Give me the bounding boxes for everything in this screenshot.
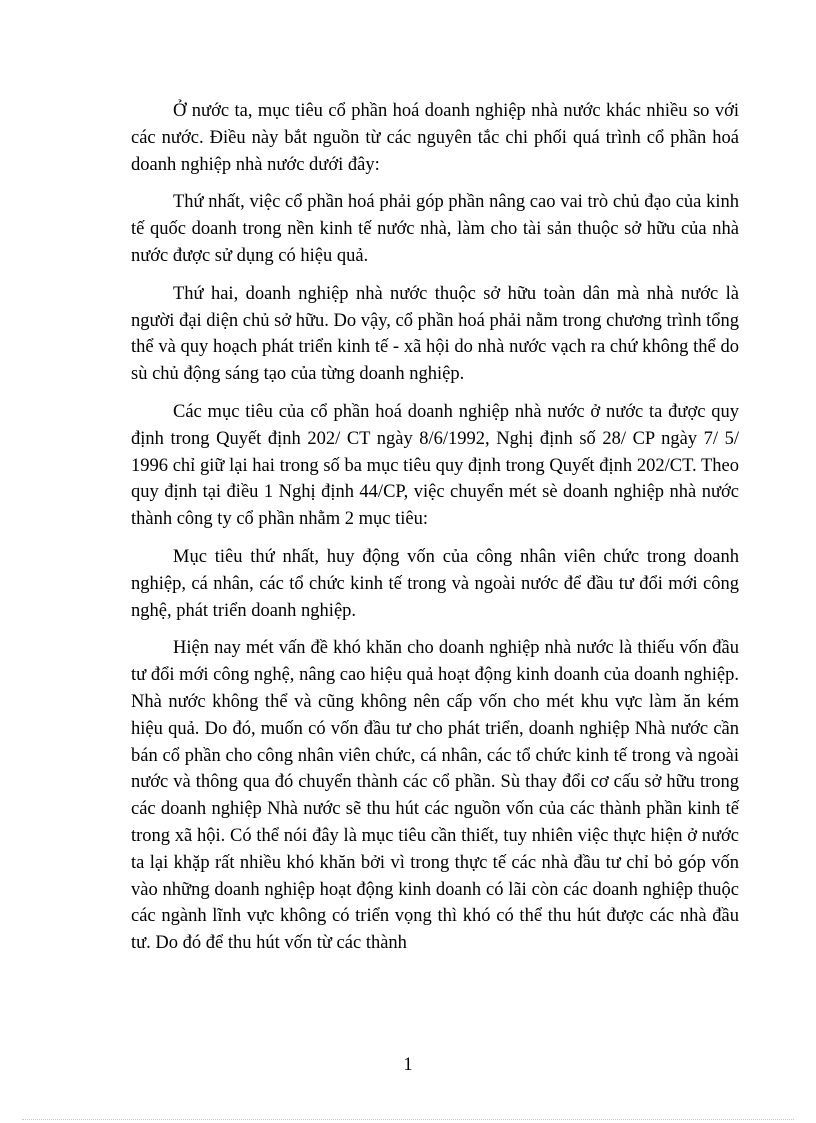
paragraph-4: Các mục tiêu của cổ phần hoá doanh nghiệp nhà nước ở nước ta được quy định trong Quyết định 202/ CT ngày 8/6/1992, Nghị định số 28/ CP ngày 7/ 5/ 1996 chỉ giữ lại hai trong số ba mục tiêu quy định trong Quyết định 202/CT. Theo quy định tại điều 1 Nghị định 44/CP, việc chuyển mét sè doanh nghiệp nhà nước thành công ty cổ phần nhằm 2 mục tiêu: — [131, 401, 739, 530]
paragraph-3: Thứ hai, doanh nghiệp nhà nước thuộc sở hữu toàn dân mà nhà nước là người đại diện chủ sở hữu. Do vậy, cổ phần hoá phải nằm trong chương trình tổng thể và quy hoạch phát triển kinh tế - xã hội do nhà nước vạch ra chứ không thể do sù chủ động sáng tạo của từng doanh nghiệp. — [131, 283, 739, 385]
page-number: 1 — [403, 1055, 413, 1075]
paragraph-6: Hiện nay mét vấn đề khó khăn cho doanh nghiệp nhà nước là thiếu vốn đầu tư đổi mới công nghệ, nâng cao hiệu quả hoạt động kinh doanh của doanh nghiệp. Nhà nước không thể và cũng không nên cấp vốn cho mét khu vực làm ăn kém hiệu quả. Do đó, muốn có vốn đầu tư cho phát triển, doanh nghiệp Nhà nước cần bán cổ phần cho công nhân viên chức, cá nhân, các tổ chức kinh tế trong và ngoài nước và thông qua đó chuyển thành các cổ phần. Sù thay đổi cơ cấu sở hữu trong các doanh nghiệp Nhà nước sẽ thu hút các nguồn vốn của các thành phần kinh tế trong xã hội. Có thể nói đây là mục tiêu cần thiết, tuy nhiên việc thực hiện ở nước ta lại khặp rất nhiều khó khăn bởi vì trong thực tế các nhà đầu tư chỉ bỏ góp vốn vào những doanh nghiệp hoạt động kinh doanh có lãi còn các doanh nghiệp thuộc các ngành lĩnh vực không có triển vọng thì khó có thể thu hút được các nhà đầu tư. Do đó để thu hút vốn từ các thành — [131, 638, 739, 954]
paragraph-5: Mục tiêu thứ nhất, huy động vốn của công nhân viên chức trong doanh nghiệp, cá nhân, các tổ chức kinh tế trong và ngoài nước để đầu tư đổi mới công nghệ, phát triển doanh nghiệp. — [131, 546, 739, 621]
paragraph-2: Thứ nhất, việc cổ phần hoá phải góp phần nâng cao vai trò chủ đạo của kinh tế quốc doanh trong nền kinh tế nước nhà, làm cho tài sản thuộc sở hữu của nhà nước được sử dụng có hiệu quả. — [131, 192, 739, 266]
document-body — [131, 98, 739, 968]
paragraph-1: Ở nước ta, mục tiêu cổ phần hoá doanh nghiệp nhà nước khác nhiều so với các nước. Điều này bắt nguồn từ các nguyên tắc chi phối quá trình cổ phần hoá doanh nghiệp nhà nước dưới đây: — [131, 101, 739, 175]
footer-divider — [22, 1119, 794, 1120]
